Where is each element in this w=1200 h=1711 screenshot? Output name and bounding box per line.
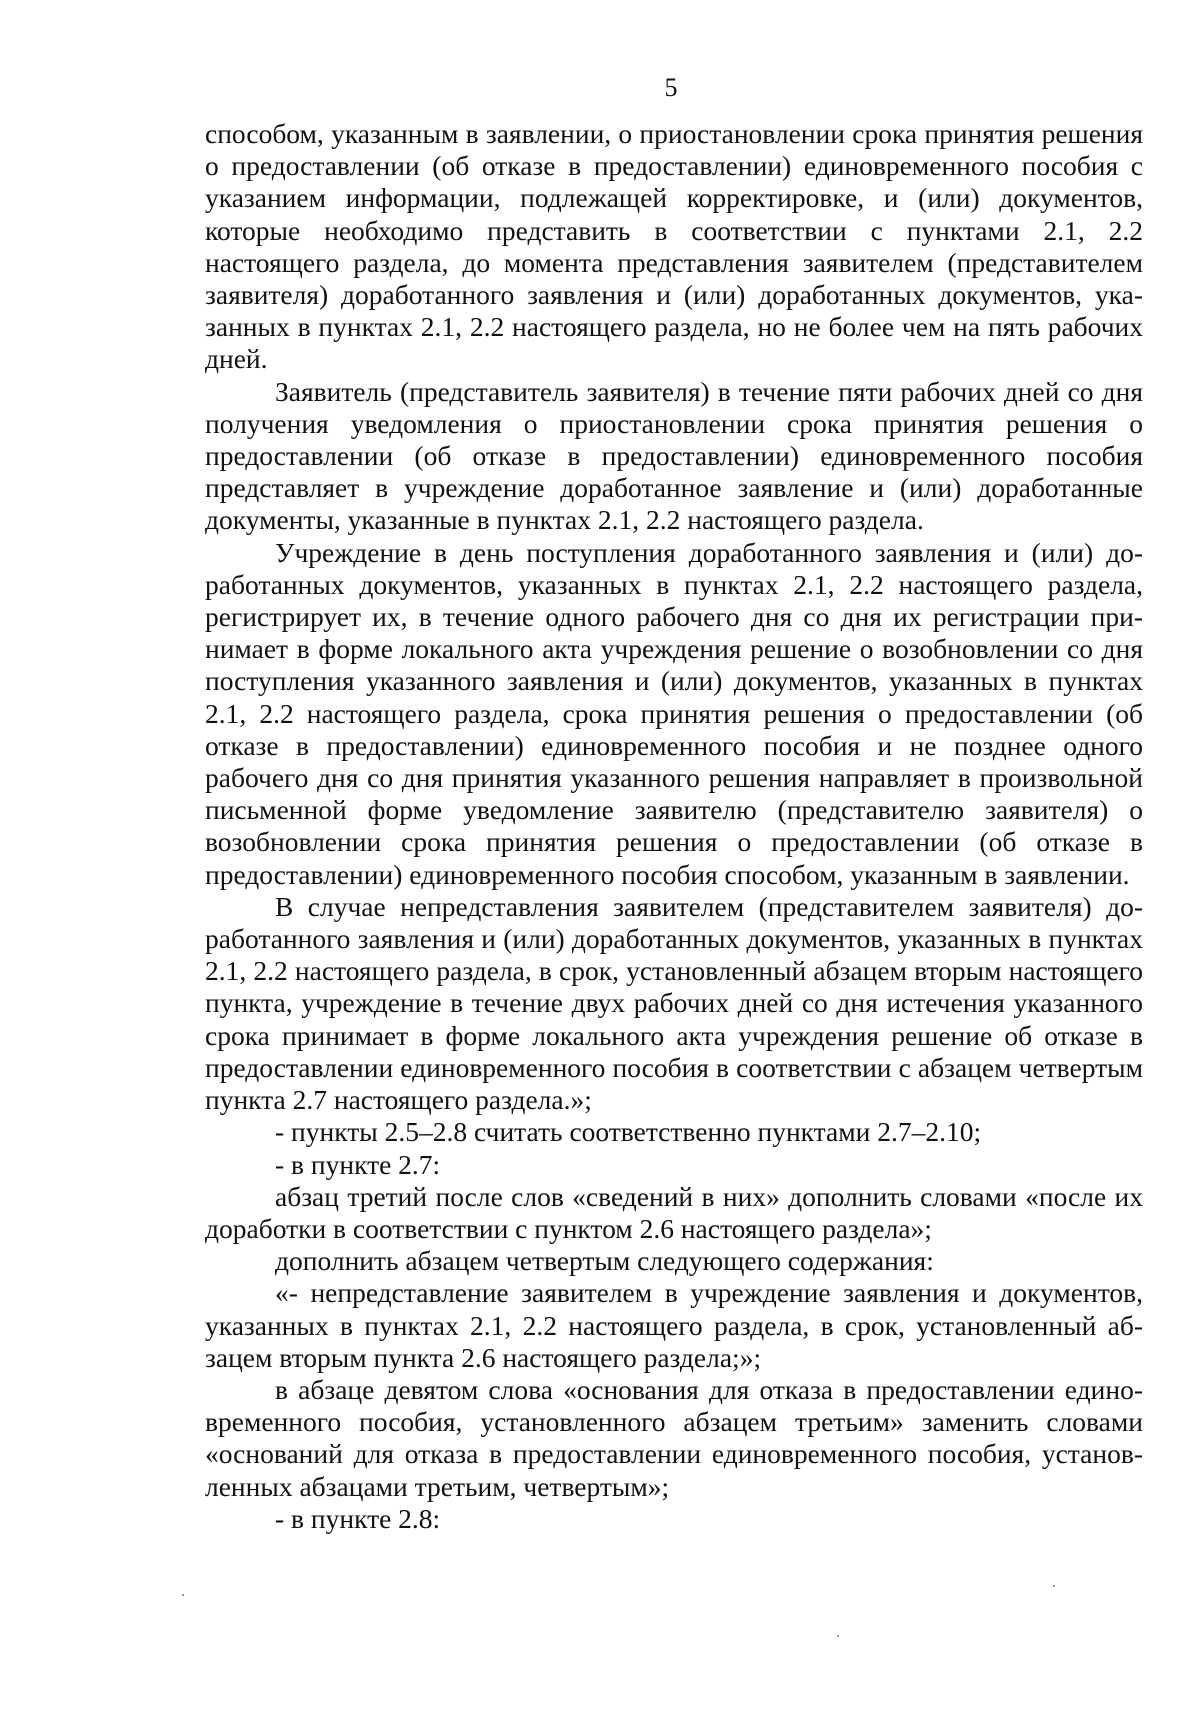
paragraph-ninth-subparagraph-amendment: в абзаце девятом слова «основания для отказа в предоставлении единовременного пособия, установленного абзацем третьим» заменить словами «оснований для отказа в предоставлении единовременного пособия, установленных абзацами третьим, четвертым»; [205,1373,1143,1502]
document-body [205,118,1143,1535]
paragraph-continuation: способом, указанным в заявлении, о приостановлении срока принятия решения о предоставлении (об отказе в предоставлении) единовременного пособия с указанием информации, подлежащей корректировке, и (или) документов, которые необходимо представить в соответствии с пунктами 2.1, 2.2 настоящего раздела, до момента представления заявителем (представителем заявителя) доработанного заявления и (или) доработанных документов, указанных в пунктах 2.1, 2.2 настоящего раздела, но не более чем на пять рабочих дней. [205,118,1143,375]
paragraph-applicant-deadline: Заявитель (представитель заявителя) в течение пяти рабочих дней со дня получения уведомления о приостановлении срока принятия решения о предоставлении (об отказе в предоставлении) единовременного пособия представляет в учреждение доработанное заявление и (или) доработанные документы, указанные в пунктах 2.1, 2.2 настоящего раздела. [205,375,1143,536]
paragraph-renumbering: - пункты 2.5–2.8 считать соответственно пунктами 2.7–2.10; [275,1116,982,1148]
page-number: 5 [664,73,678,102]
paragraph-third-subparagraph-amendment: абзац третий после слов «сведений в них» дополнить словами «после их доработки в соответствии с пунктом 2.6 настоящего раздела»; [205,1180,1143,1244]
paragraph-item-2-8-heading: - в пункте 2.8: [275,1502,441,1534]
paragraph-institution-resumption: Учреждение в день поступления доработанного заявления и (или) доработанных документов, указанных в пунктах 2.1, 2.2 настоящего раздела, регистрирует их, в течение одного рабочего дня со дня их регистрации принимает в форме локального акта учреждения решение о возобновлении со дня поступления указанного заявления и (или) документов, указанных в пунктах 2.1, 2.2 настоящего раздела, срока принятия решения о предоставлении (об отказе в предоставлении) единовременного пособия и не позднее одного рабочего дня со дня принятия указанного решения направляет в произвольной письменной форме уведомление заявителю (представителю заявителя) о возобновлении срока принятия решения о предоставлении (об отказе в предоставлении) единовременного пособия способом, указанным в заявлении. [205,536,1143,890]
scan-speck [837,1635,839,1637]
scan-speck [182,1594,184,1596]
paragraph-quoted-new-ground: «- непредставление заявителем в учреждение заявления и документов, указанных в пунктах 2.1, 2.2 настоящего раздела, в срок, установленный абзацем вторым пункта 2.6 настоящего раздела;»; [205,1277,1143,1373]
paragraph-item-2-7-heading: - в пункте 2.7: [275,1148,441,1180]
paragraph-add-fourth-subparagraph: дополнить абзацем четвертым следующего содержания: [275,1245,934,1277]
scan-speck [1053,1585,1055,1587]
paragraph-non-submission: В случае непредставления заявителем (представителем заявителя) доработанного заявления и (или) доработанных документов, указанных в пунктах 2.1, 2.2 настоящего раздела, в срок, установленный абзацем вторым настоящего пункта, учреждение в течение двух рабочих дней со дня истечения указанного срока принимает в форме локального акта учреждения решение об отказе в предоставлении единовременного пособия в соответствии с абзацем четвертым пункта 2.7 настоящего раздела.»; [205,890,1143,1116]
